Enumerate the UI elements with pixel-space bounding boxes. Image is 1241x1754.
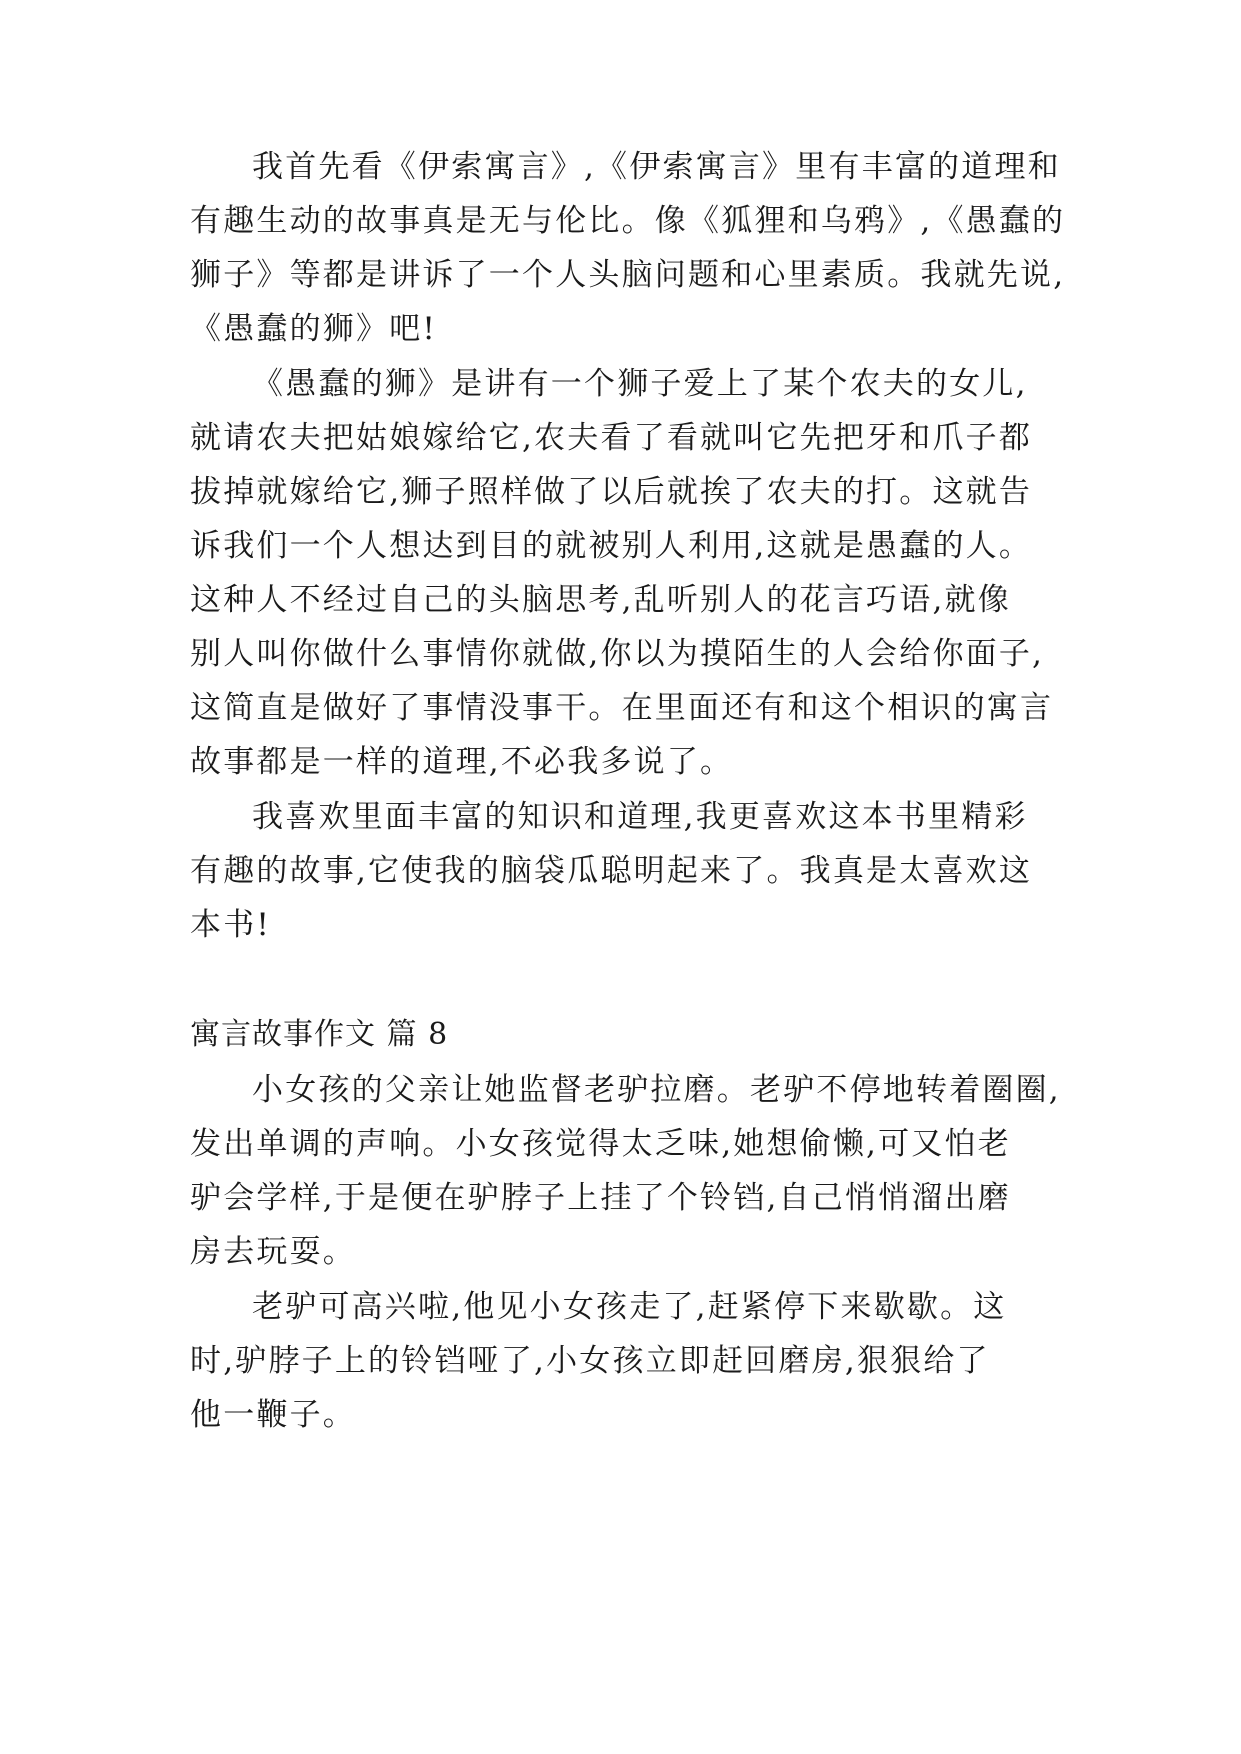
paragraph-3-line-2: 有趣的故事,它使我的脑袋瓜聪明起来了。我真是太喜欢这 bbox=[190, 853, 1033, 889]
paragraph-2-line-4: 诉我们一个人想达到目的就被别人利用,这就是愚蠢的人。 bbox=[190, 528, 1033, 564]
paragraph-5-line-3: 他一鞭子。 bbox=[190, 1397, 356, 1433]
paragraph-1-line-1: 我首先看《伊索寓言》,《伊索寓言》里有丰富的道理和 bbox=[252, 149, 1061, 185]
paragraph-1-line-2: 有趣生动的故事真是无与伦比。像《狐狸和乌鸦》,《愚蠢的 bbox=[190, 203, 1066, 239]
section-heading: 寓言故事作文 篇 8 bbox=[190, 1017, 449, 1052]
paragraph-2-line-5: 这种人不经过自己的头脑思考,乱听别人的花言巧语,就像 bbox=[190, 582, 1011, 618]
paragraph-4-line-4: 房去玩耍。 bbox=[190, 1234, 356, 1270]
paragraph-2-line-2: 就请农夫把姑娘嫁给它,农夫看了看就叫它先把牙和爪子都 bbox=[190, 420, 1033, 456]
paragraph-5-line-2: 时,驴脖子上的铃铛哑了,小女孩立即赶回磨房,狠狠给了 bbox=[190, 1343, 990, 1379]
paragraph-2-line-6: 别人叫你做什么事情你就做,你以为摸陌生的人会给你面子, bbox=[190, 636, 1045, 672]
paragraph-4-line-3: 驴会学样,于是便在驴脖子上挂了个铃铛,自己悄悄溜出磨 bbox=[190, 1180, 1011, 1216]
paragraph-4-line-2: 发出单调的声响。小女孩觉得太乏味,她想偷懒,可又怕老 bbox=[190, 1126, 1011, 1162]
paragraph-1-line-3: 狮子》等都是讲诉了一个人头脑问题和心里素质。我就先说, bbox=[190, 257, 1066, 293]
paragraph-2-line-8: 故事都是一样的道理,不必我多说了。 bbox=[190, 744, 734, 780]
paragraph-2-line-1: 《愚蠢的狮》是讲有一个狮子爱上了某个农夫的女儿, bbox=[252, 366, 1028, 402]
paragraph-5-line-1: 老驴可高兴啦,他见小女孩走了,赶紧停下来歇歇。这 bbox=[252, 1289, 1007, 1325]
paragraph-3-line-3: 本书! bbox=[190, 907, 272, 943]
paragraph-2-line-7: 这简直是做好了事情没事干。在里面还有和这个相识的寓言 bbox=[190, 690, 1054, 726]
paragraph-4-line-1: 小女孩的父亲让她监督老驴拉磨。老驴不停地转着圈圈, bbox=[252, 1072, 1061, 1108]
paragraph-3-line-1: 我喜欢里面丰富的知识和道理,我更喜欢这本书里精彩 bbox=[252, 799, 1028, 835]
paragraph-1-line-4: 《愚蠢的狮》吧! bbox=[190, 311, 438, 347]
paragraph-2-line-3: 拔掉就嫁给它,狮子照样做了以后就挨了农夫的打。这就告 bbox=[190, 474, 1033, 510]
